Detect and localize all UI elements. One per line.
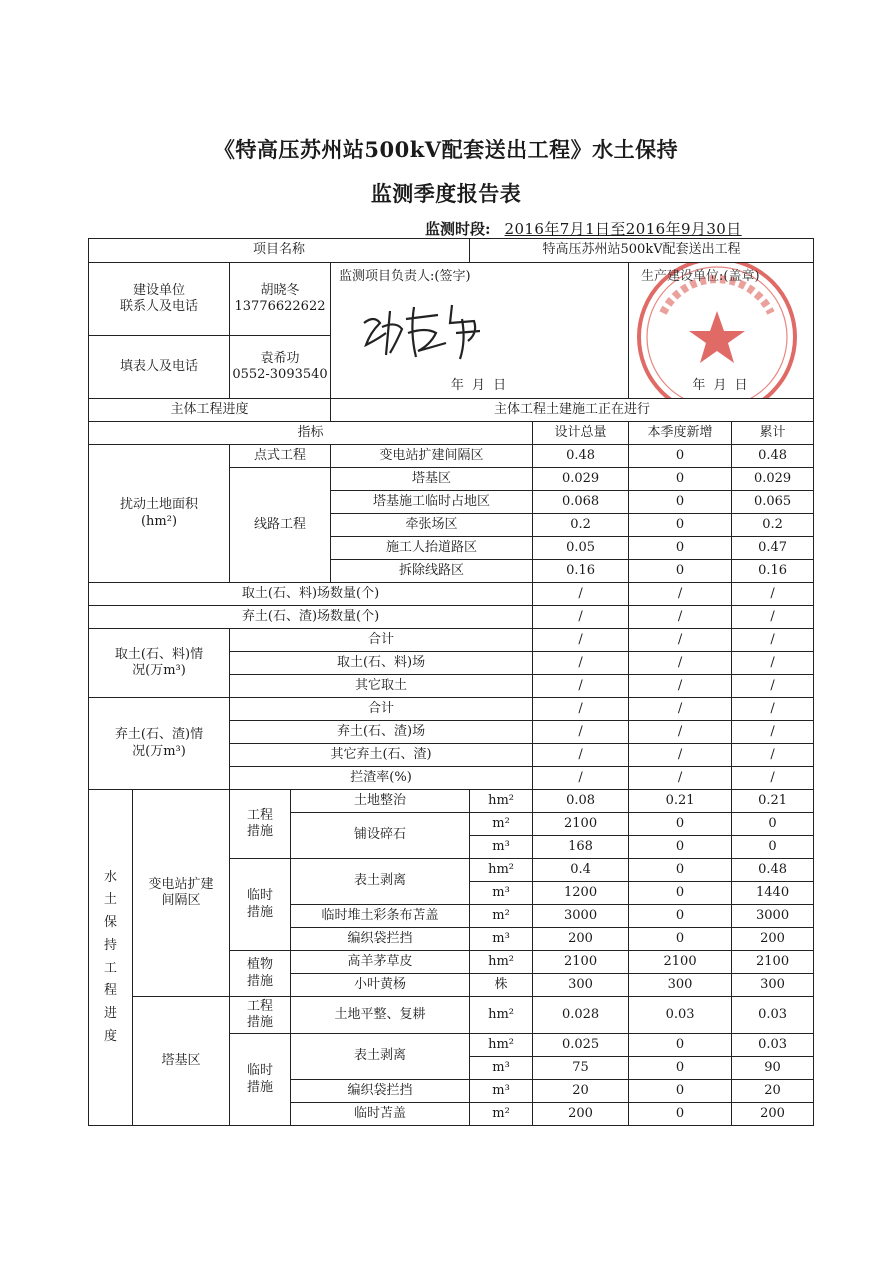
design-value: 0.028 — [533, 997, 629, 1034]
quarter-value: 0 — [629, 836, 732, 859]
progress-label: 主体工程进度 — [89, 399, 331, 422]
cumulative-value: 0.48 — [732, 445, 814, 468]
design-value: 20 — [533, 1080, 629, 1103]
design-value: 75 — [533, 1057, 629, 1080]
production-unit-label: 生产建设单位:(盖章) — [641, 269, 760, 284]
unit-value: m³ — [470, 882, 533, 905]
cumulative-value: / — [732, 698, 814, 721]
quarter-value: 0 — [629, 813, 732, 836]
report-table — [88, 238, 814, 1126]
cumulative-value: / — [732, 767, 814, 790]
monitor-sign-label: 监测项目负责人:(签字) — [339, 269, 471, 284]
quarter-value: 0 — [629, 859, 732, 882]
production-unit-date: 年 月 日 — [692, 377, 750, 393]
table-row-name: 合计 — [230, 629, 533, 652]
borrow-count-label: 取土(石、料)场数量(个) — [89, 583, 533, 606]
col-design-total: 设计总量 — [533, 422, 629, 445]
swc-label: 水 土 保 持 工 程 进 度 — [89, 790, 133, 1126]
unit-value: m² — [470, 905, 533, 928]
quarter-value: 0 — [629, 928, 732, 951]
design-value: 3000 — [533, 905, 629, 928]
quarter-value: 0 — [629, 491, 732, 514]
quarter-value: 0 — [629, 560, 732, 583]
monitor-sign-date: 年 月 日 — [450, 377, 509, 393]
project-name-value: 特高压苏州站500kV配套送出工程 — [470, 239, 814, 263]
cumulative-value: 200 — [732, 928, 814, 951]
quarter-value: 2100 — [629, 951, 732, 974]
design-value: 168 — [533, 836, 629, 859]
spoil-label: 弃土(石、渣)情 况(万m³) — [89, 698, 230, 790]
design-value: / — [533, 698, 629, 721]
design-value: 0.068 — [533, 491, 629, 514]
cumulative-value: 3000 — [732, 905, 814, 928]
unit-value: m² — [470, 1103, 533, 1126]
cumulative-value: 0.21 — [732, 790, 814, 813]
table-row-name: 小叶黄杨 — [291, 974, 470, 997]
cumulative-value: 0.029 — [732, 468, 814, 491]
temp-measures-label: 临时 措施 — [230, 859, 291, 951]
design-value: 300 — [533, 974, 629, 997]
design-value: / — [533, 744, 629, 767]
table-row-name: 拦渣率(%) — [230, 767, 533, 790]
monitor-sign-cell — [331, 263, 629, 399]
quarter-value: 300 — [629, 974, 732, 997]
quarter-value: 0 — [629, 1103, 732, 1126]
unit-value: m² — [470, 813, 533, 836]
filler-label: 填表人及电话 — [89, 336, 230, 399]
cumulative-value: 1440 — [732, 882, 814, 905]
design-value: 200 — [533, 928, 629, 951]
unit-value: hm² — [470, 859, 533, 882]
cumulative-value: 300 — [732, 974, 814, 997]
cumulative-value: 90 — [732, 1057, 814, 1080]
col-quarter-new: 本季度新增 — [629, 422, 732, 445]
design-value: 200 — [533, 1103, 629, 1126]
substation-label: 变电站扩建 间隔区 — [133, 790, 230, 997]
quarter-value: 0 — [629, 1057, 732, 1080]
unit-value: hm² — [470, 790, 533, 813]
table-row-name: 表土剥离 — [291, 1034, 470, 1080]
design-value: / — [533, 652, 629, 675]
eng-measures-label: 工程 措施 — [230, 790, 291, 859]
temp-measures-label: 临时 措施 — [230, 1034, 291, 1126]
tower-area-label: 塔基区 — [133, 997, 230, 1126]
design-value: / — [533, 721, 629, 744]
table-row-name: 拆除线路区 — [331, 560, 533, 583]
quarter-value: / — [629, 767, 732, 790]
table-row-name: 合计 — [230, 698, 533, 721]
table-row-name: 弃土(石、渣)场 — [230, 721, 533, 744]
cumulative-value: / — [732, 652, 814, 675]
quarter-value: / — [629, 606, 732, 629]
table-row-name: 编织袋拦挡 — [291, 1080, 470, 1103]
table-row-name: 临时堆土彩条布苫盖 — [291, 905, 470, 928]
cumulative-value: / — [732, 606, 814, 629]
cumulative-value: 0.16 — [732, 560, 814, 583]
table-row-name: 土地平整、复耕 — [291, 997, 470, 1034]
quarter-value: 0 — [629, 1080, 732, 1103]
quarter-value: 0 — [629, 514, 732, 537]
design-value: 2100 — [533, 813, 629, 836]
design-value: 0.029 — [533, 468, 629, 491]
quarter-value: / — [629, 698, 732, 721]
cumulative-value: 20 — [732, 1080, 814, 1103]
table-row-name: 编织袋拦挡 — [291, 928, 470, 951]
design-value: 2100 — [533, 951, 629, 974]
design-value: 0.025 — [533, 1034, 629, 1057]
line-project-label: 线路工程 — [230, 468, 331, 583]
quarter-value: / — [629, 583, 732, 606]
cumulative-value: 0.03 — [732, 1034, 814, 1057]
table-row-name: 取土(石、料)场 — [230, 652, 533, 675]
spoil-count-label: 弃土(石、渣)场数量(个) — [89, 606, 533, 629]
builder-contact: 胡晓冬 13776622622 — [230, 263, 331, 336]
design-value: / — [533, 583, 629, 606]
cumulative-value: / — [732, 721, 814, 744]
doc-title-line1: 《特高压苏州站500kV配套送出工程》水土保持 — [213, 137, 679, 162]
table-row-name: 塔基施工临时占地区 — [331, 491, 533, 514]
unit-value: m³ — [470, 836, 533, 859]
unit-value: hm² — [470, 951, 533, 974]
table-row-name: 塔基区 — [331, 468, 533, 491]
cumulative-value: / — [732, 675, 814, 698]
design-value: / — [533, 767, 629, 790]
cumulative-value: / — [732, 583, 814, 606]
design-value: 0.2 — [533, 514, 629, 537]
design-value: 0.48 — [533, 445, 629, 468]
unit-value: m³ — [470, 1080, 533, 1103]
cumulative-value: 0.065 — [732, 491, 814, 514]
builder-label: 建设单位 联系人及电话 — [89, 263, 230, 336]
eng-measures-label: 工程 措施 — [230, 997, 291, 1034]
period-label: 监测时段: — [425, 220, 491, 238]
unit-value: hm² — [470, 997, 533, 1034]
project-name-label: 项目名称 — [89, 239, 470, 263]
design-value: 0.4 — [533, 859, 629, 882]
cumulative-value: 200 — [732, 1103, 814, 1126]
quarter-value: / — [629, 629, 732, 652]
unit-value: 株 — [470, 974, 533, 997]
cumulative-value: 0.03 — [732, 997, 814, 1034]
design-value: / — [533, 675, 629, 698]
disturbance-label: 扰动土地面积 (hm²) — [89, 445, 230, 583]
table-row-name: 临时苫盖 — [291, 1103, 470, 1126]
table-row-name: 土地整治 — [291, 790, 470, 813]
table-row-name: 牵张场区 — [331, 514, 533, 537]
cumulative-value: 0 — [732, 813, 814, 836]
quarter-value: / — [629, 721, 732, 744]
quarter-value: 0 — [629, 445, 732, 468]
design-value: 0.05 — [533, 537, 629, 560]
cumulative-value: / — [732, 629, 814, 652]
design-value: / — [533, 606, 629, 629]
col-cumulative: 累计 — [732, 422, 814, 445]
point-project-label: 点式工程 — [230, 445, 331, 468]
period-value: 2016年7月1日至2016年9月30日 — [504, 220, 742, 238]
table-row-name: 铺设碎石 — [291, 813, 470, 859]
borrow-label: 取土(石、料)情 况(万m³) — [89, 629, 230, 698]
table-row-name: 其它弃土(石、渣) — [230, 744, 533, 767]
quarter-value: 0.21 — [629, 790, 732, 813]
unit-value: m³ — [470, 928, 533, 951]
quarter-value: / — [629, 652, 732, 675]
table-row-name: 其它取土 — [230, 675, 533, 698]
quarter-value: 0 — [629, 905, 732, 928]
quarter-value: 0 — [629, 1034, 732, 1057]
cumulative-value: 2100 — [732, 951, 814, 974]
doc-title-line2: 监测季度报告表 — [370, 181, 522, 206]
handwritten-signature-icon — [356, 293, 496, 363]
unit-value: m³ — [470, 1057, 533, 1080]
cumulative-value: 0 — [732, 836, 814, 859]
filler-contact: 袁希功 0552-3093540 — [230, 336, 331, 399]
quarter-value: 0 — [629, 537, 732, 560]
progress-value: 主体工程土建施工正在进行 — [331, 399, 814, 422]
unit-value: hm² — [470, 1034, 533, 1057]
cumulative-value: / — [732, 744, 814, 767]
quarter-value: 0.03 — [629, 997, 732, 1034]
table-row-name: 施工人抬道路区 — [331, 537, 533, 560]
table-row-name: 表土剥离 — [291, 859, 470, 905]
cumulative-value: 0.2 — [732, 514, 814, 537]
design-value: 0.16 — [533, 560, 629, 583]
quarter-value: 0 — [629, 468, 732, 491]
table-row-name: 变电站扩建间隔区 — [331, 445, 533, 468]
quarter-value: / — [629, 675, 732, 698]
col-indicator: 指标 — [89, 422, 533, 445]
cumulative-value: 0.48 — [732, 859, 814, 882]
design-value: 0.08 — [533, 790, 629, 813]
monitoring-period — [425, 218, 742, 239]
veg-measures-label: 植物 措施 — [230, 951, 291, 997]
cumulative-value: 0.47 — [732, 537, 814, 560]
quarter-value: / — [629, 744, 732, 767]
design-value: / — [533, 629, 629, 652]
production-unit-cell — [629, 263, 814, 399]
table-row-name: 高羊茅草皮 — [291, 951, 470, 974]
quarter-value: 0 — [629, 882, 732, 905]
design-value: 1200 — [533, 882, 629, 905]
